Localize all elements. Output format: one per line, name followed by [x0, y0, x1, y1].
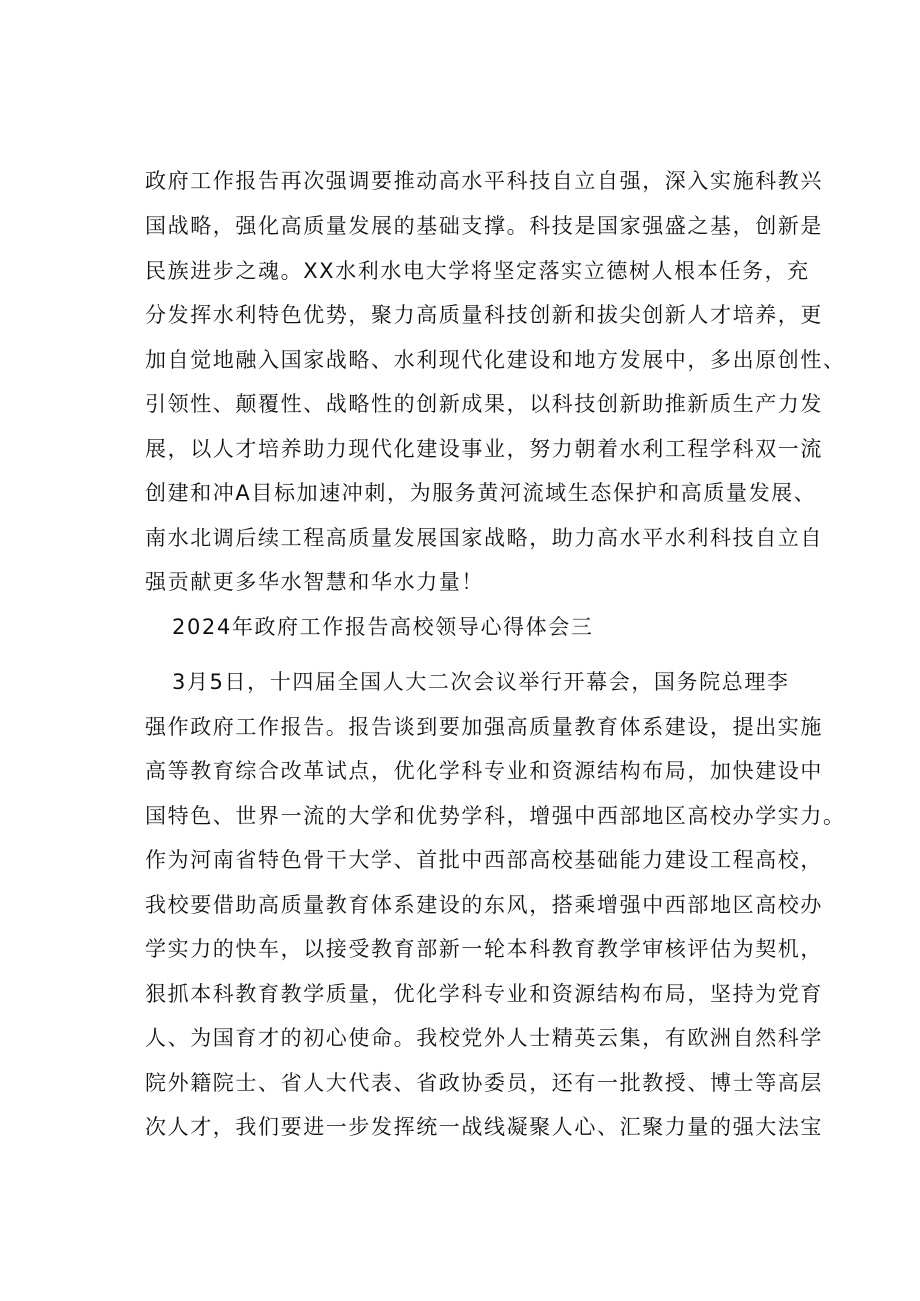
paragraph-2-line-1: 3月5日，十四届全国人大二次会议举行开幕会，国务院总理李	[172, 670, 790, 694]
paragraph-1-line-10: 强贡献更多华水智慧和华水力量！	[145, 570, 484, 594]
paragraph-2-line-2: 强作政府工作报告。报告谈到要加强高质量教育体系建设，提出实施	[145, 715, 823, 739]
paragraph-1-line-6: 引领性、颠覆性、战略性的创新成果，以科技创新助推新质生产力发	[145, 392, 823, 416]
paragraph-1-line-9: 南水北调后续工程高质量发展国家战略，助力高水平水利科技自立自	[145, 526, 823, 550]
paragraph-2-line-7: 学实力的快车，以接受教育部新一轮本科教育教学审核评估为契机，	[145, 937, 823, 961]
paragraph-1-line-4: 分发挥水利特色优势，聚力高质量科技创新和拔尖创新人才培养，更	[145, 303, 823, 327]
paragraph-2-line-8: 狠抓本科教育教学质量，优化学科专业和资源结构布局，坚持为党育	[145, 982, 823, 1006]
paragraph-2-line-10: 院外籍院士、省人大代表、省政协委员，还有一批教授、博士等高层	[145, 1071, 823, 1095]
paragraph-1-line-8: 创建和冲A目标加速冲刺，为服务黄河流域生态保护和高质量发展、	[145, 481, 817, 505]
paragraph-1-line-7: 展，以人才培养助力现代化建设事业，努力朝着水利工程学科双一流	[145, 437, 823, 461]
paragraph-1-line-3: 民族进步之魂。XX水利水电大学将坚定落实立德树人根本任务，充	[145, 259, 810, 283]
paragraph-2-line-6: 我校要借助高质量教育体系建设的东风，搭乘增强中西部地区高校办	[145, 893, 823, 917]
paragraph-1-line-1: 政府工作报告再次强调要推动高水平科技自立自强，深入实施科教兴	[145, 169, 823, 193]
paragraph-2-line-4: 国特色、世界一流的大学和优势学科，增强中西部地区高校办学实力。	[145, 804, 846, 828]
paragraph-2-line-5: 作为河南省特色骨干大学、首批中西部高校基础能力建设工程高校，	[145, 848, 823, 872]
paragraph-2-line-9: 人、为国育才的初心使命。我校党外人士精英云集，有欧洲自然科学	[145, 1026, 823, 1050]
paragraph-1-line-2: 国战略，强化高质量发展的基础支撑。科技是国家强盛之基，创新是	[145, 214, 823, 238]
paragraph-2-line-11: 次人才，我们要进一步发挥统一战线凝聚人心、汇聚力量的强大法宝	[145, 1115, 823, 1139]
section-title: 2024年政府工作报告高校领导心得体会三	[172, 615, 594, 639]
paragraph-1-line-5: 加自觉地融入国家战略、水利现代化建设和地方发展中，多出原创性、	[145, 348, 846, 372]
paragraph-2-line-3: 高等教育综合改革试点，优化学科专业和资源结构布局，加快建设中	[145, 759, 823, 783]
